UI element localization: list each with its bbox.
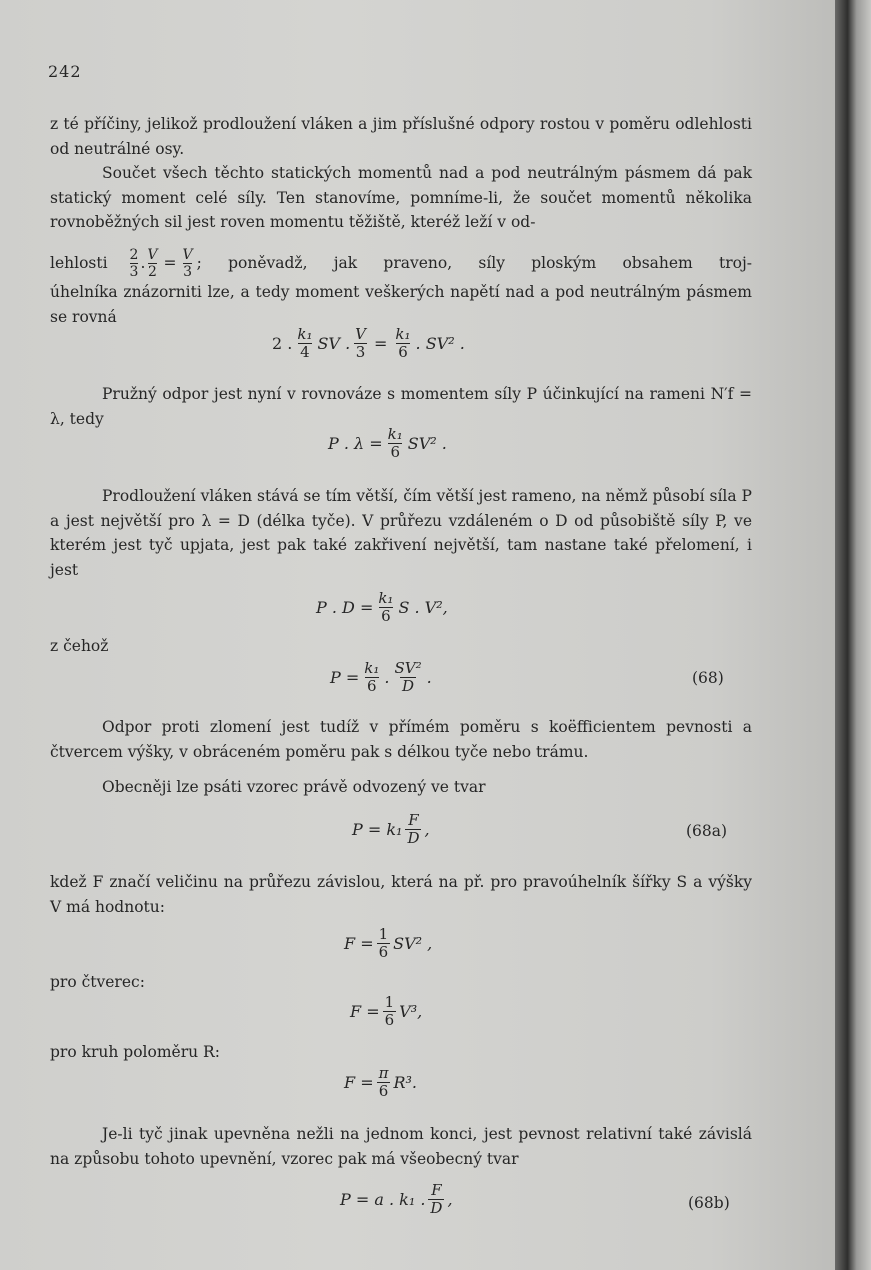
equation-tag-68b: (68b) [688,1194,730,1212]
frac-V-2: $\frac{V}{2}$ [147,247,158,280]
equation-moment: 2 . $\frac{\text{k₁}}{4}$ SV . $\frac{V}{3}$ = $\frac{\text{k₁}}{6}$ . SV² . [272,325,465,361]
page-number: 242 [48,62,82,81]
equation-68a: P = k₁ $\frac{F}{D}$ , [352,811,430,847]
paragraph-5: Odpor proti zlomení jest tudíž v přímém poměru s koëfficientem pevnosti a čtvercem výšky, v obráceném poměru pak s délkou tyče nebo trámu. [50,718,752,761]
equation-break: P . D = $\frac{\text{k₁}}{6}$ S . V², [316,589,448,625]
frac-2-3: 2 3 [129,247,139,280]
paragraph-3: Pružný odpor jest nyní v rovnováze s momentem síly P účinkující na rameni N′f = λ, tedy [50,385,752,428]
paragraph-7: kdež F značí veličinu na průřezu závislou, která na př. pro pravoúhelník šířky S a výšky V má hodnotu: [50,873,752,916]
paragraph-8: Je-li tyč jinak upevněna nežli na jednom konci, jest pevnost relativní také závislá na způsobu tohoto upevnění, vzorec pak má všeobecný tvar [50,1125,752,1168]
equation-F-rectangle: F = $\frac{1}{6}$ SV² , [344,925,433,961]
equation-68b: P = a . k₁ . $\frac{F}{D}$ , [340,1181,453,1217]
paragraph-6: Obecněji lze psáti vzorec právě odvozený ve tvar [102,778,486,796]
label-pro-kruh: pro kruh poloměru R: [50,1043,220,1061]
paragraph-2: Součet všech těchto statických momentů nad a pod neutrálným pásmem dá pak statický moment celé síly. Ten stanovíme, pomníme-li, že součet momentů několika rovnoběžných sil jest roven momentu těžiště, kteréž leží v od- [50,164,752,231]
equation-balance: P . λ = $\frac{\text{k₁}}{6}$ SV² . [328,425,447,461]
equation-F-square: F = $\frac{1}{6}$ V³, [350,993,423,1029]
book-gutter [835,0,871,1270]
equation-68: P = $\frac{\text{k₁}}{6}$ . $\frac{\text{SV²}}{D}$ . [330,659,432,695]
paragraph-4: Prodloužení vláken stává se tím větší, čím větší jest rameno, na němž působí síla P a jest největší pro λ = D (délka tyče). V průřezu vzdáleném o D od působiště síly P, ve kterém jest tyč upjata, jest pak také zakřivení největší, tam nastane také přelomení, i jest [50,487,752,579]
equation-tag-68a: (68a) [686,822,728,840]
equals: = [163,254,177,273]
paragraph-1: z té příčiny, jelikož prodloužení vláken a jim příslušné odpory rostou v poměru odlehlosti od neutrálné osy. [50,115,752,158]
paragraph-2-rest: úhelníka znázorniti lze, a tedy moment veškerých napětí nad a pod neutrálným pásmem se rovná [50,283,752,326]
paragraph-2-line4 [50,247,752,280]
paragraph-2-line4-start: lehlosti [50,254,108,273]
equation-tag-68: (68) [692,669,724,687]
frac-V-3: $\frac{V}{3}$ [182,247,193,280]
dot: . [140,254,146,273]
paragraph-2-line4-end: ; poněvadž, jak praveno, síly ploským obsahem troj- [196,254,752,273]
label-z-cehoz: z čehož [50,637,109,655]
label-pro-ctverec: pro čtverec: [50,973,145,991]
equation-F-circle: F = $\frac{\pi}{6}$ R³. [344,1064,417,1100]
